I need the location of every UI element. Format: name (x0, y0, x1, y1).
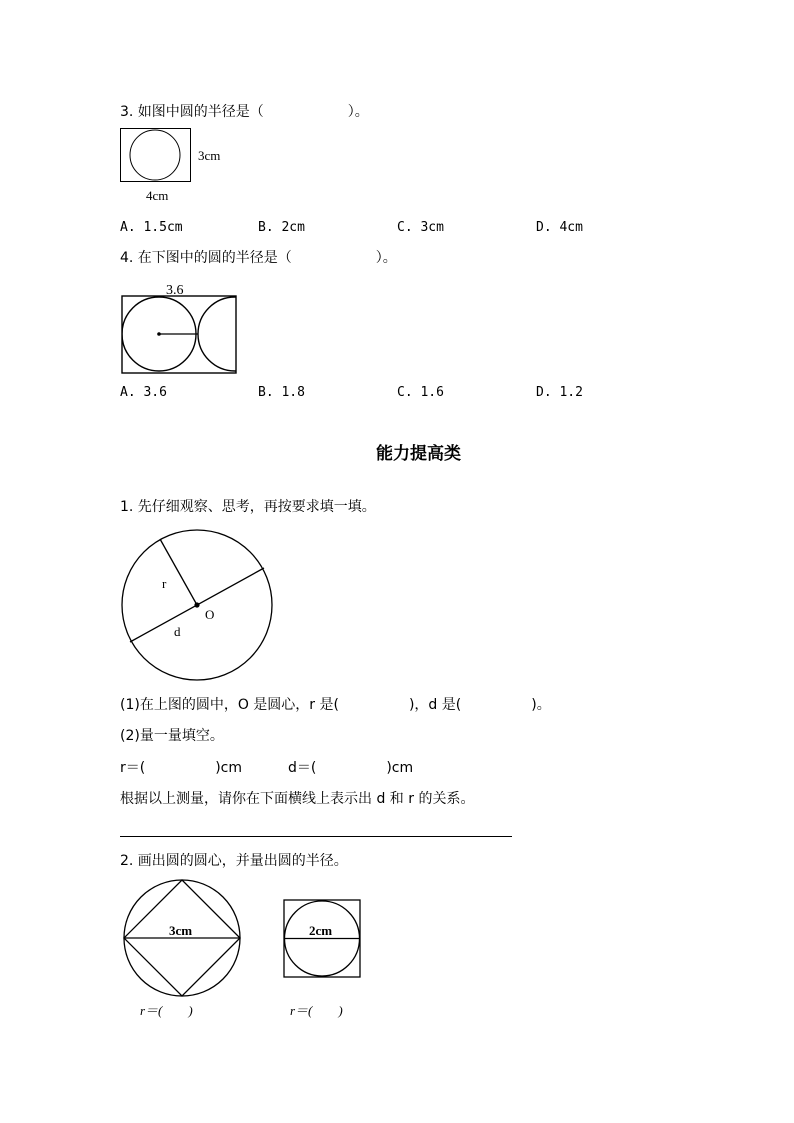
p1-blank-r: r＝( )cm (120, 760, 243, 776)
p1-answer-line[interactable] (120, 836, 512, 837)
p1-label-o: O (205, 607, 215, 622)
p1-sub1: (1)在上图的圆中，O 是圆心，r 是( )，d 是( )。 (120, 697, 551, 713)
q3-option-d: D. 4cm (536, 220, 583, 235)
q4-option-c: C. 1.6 (397, 385, 444, 400)
q4-center-dot (157, 332, 161, 336)
q3-figure (120, 128, 192, 183)
p2-stem: 2. 画出圆的圆心，并量出圆的半径。 (120, 853, 348, 869)
p1-figure (118, 530, 278, 682)
q4-figure (121, 295, 239, 375)
section-title: 能力提高类 (376, 444, 461, 464)
q4-stem: 4. 在下图中的圆的半径是（ ）。 (120, 250, 397, 266)
q3-option-c: C. 3cm (397, 220, 444, 235)
p1-stem: 1. 先仔细观察、思考，再按要求填一填。 (120, 499, 376, 515)
p2-fig2-label: 2cm (309, 923, 333, 938)
q3-stem: 3. 如图中圆的半径是（ ）。 (120, 104, 369, 120)
p1-radius-line (160, 539, 197, 605)
q4-figure-label: 3.6 (166, 283, 184, 298)
q3-height-label: 3cm (198, 148, 221, 163)
q3-option-b: B. 2cm (258, 220, 305, 235)
p1-relation: 根据以上测量，请你在下面横线上表示出 d 和 r 的关系。 (120, 791, 475, 807)
p1-label-r: r (162, 576, 167, 591)
p1-center-dot (194, 602, 199, 607)
p2-answer-1: r＝( ) (140, 1003, 193, 1018)
q4-right-semicircle (198, 297, 272, 371)
q4-option-a: A. 3.6 (120, 385, 167, 400)
q3-circle (130, 130, 180, 180)
q3-option-a: A. 1.5cm (120, 220, 183, 235)
p2-fig1-label: 3cm (169, 923, 193, 938)
q3-width-label: 4cm (146, 188, 169, 203)
p1-blank-d: d＝( )cm (288, 760, 414, 776)
q4-option-d: D. 1.2 (536, 385, 583, 400)
p1-sub2: (2)量一量填空。 (120, 728, 224, 744)
p2-answer-2: r＝( ) (290, 1003, 343, 1018)
q4-option-b: B. 1.8 (258, 385, 305, 400)
p1-label-d: d (174, 624, 181, 639)
